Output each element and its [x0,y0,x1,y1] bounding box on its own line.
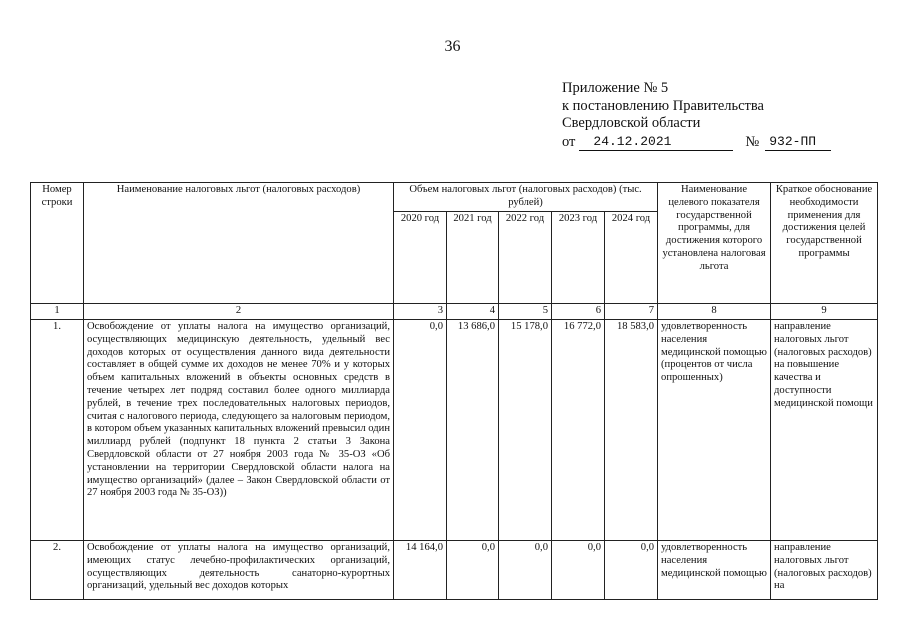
value-2024: 18 583,0 [605,320,658,541]
value-2023: 0,0 [552,541,605,600]
header-volume: Объем налоговых льгот (налоговых расходов) (тыс. рублей) [394,183,658,212]
column-index: 5 [499,304,552,320]
page-number: 36 [444,38,461,55]
header-justification: Краткое обоснование необходимости применения для достижения целей государственной программы [771,183,878,304]
value-2022: 0,0 [499,541,552,600]
appendix-date-number-line [562,133,831,152]
header-year-2020: 2020 год [394,211,447,303]
header-indicator: Наименование целевого показателя государственной программы, для достижения которого установлена налоговая льгота [658,183,771,304]
appendix-title: Приложение № 5 [562,80,669,96]
benefit-name: Освобождение от уплаты налога на имущество организаций, осуществляющих медицинскую деятельность, удельный вес доходов которых от осуществления данного вида деятельности составляет в общей сумме их доходов не менее 70% и у которых объем капитальных вложений в объекты основных средств в течение четырех лет подряд составил более одного миллиарда рублей, в течение трех последовательных налоговых периодов, считая с налогового периода, следующего за налоговым периодом, в котором объем указанных капитальных вложений превысил один миллиард рублей (подпункт 18 пункта 2 статьи 3 Закона Свердловской области от 27 ноября 2003 года № 35-ОЗ «Об установлении на территории Свердловской области налога на имущество организаций» (далее – Закон Свердловской области от 27 ноября 2003 года № 35-ОЗ)) [84,320,394,541]
appendix-line-region: Свердловской области [562,115,701,131]
column-index: 7 [605,304,658,320]
column-index: 3 [394,304,447,320]
table-row [31,320,878,541]
value-2020: 14 164,0 [394,541,447,600]
value-2021: 0,0 [447,541,499,600]
column-index: 6 [552,304,605,320]
column-index: 2 [84,304,394,320]
header-row-top [31,183,878,212]
column-index: 1 [31,304,84,320]
from-label: от [562,133,576,150]
target-indicator: удовлетворенность населения медицинской помощью [658,541,771,600]
row-number: 1. [31,320,84,541]
value-2022: 15 178,0 [499,320,552,541]
header-row-number: Номер строки [31,183,84,304]
value-2023: 16 772,0 [552,320,605,541]
header-year-2022: 2022 год [499,211,552,303]
header-year-2024: 2024 год [605,211,658,303]
number-label: № [745,133,760,150]
justification: направление налоговых льгот (налоговых расходов) на [771,541,878,600]
header-year-2021: 2021 год [447,211,499,303]
justification: направление налоговых льгот (налоговых расходов) на повышение качества и доступности медицинской помощи [771,320,878,541]
value-2021: 13 686,0 [447,320,499,541]
resolution-date: 24.12.2021 [579,133,733,152]
column-index-row [31,304,878,320]
resolution-number: 932-ПП [765,133,831,152]
row-number: 2. [31,541,84,600]
tax-benefits-table [30,182,878,600]
benefit-name: Освобождение от уплаты налога на имущество организаций, имеющих статус лечебно-профилактических организаций, осуществляющих деятельность санаторно-курортных организаций, удельный вес доходов которых [84,541,394,600]
column-index: 4 [447,304,499,320]
column-index: 9 [771,304,878,320]
value-2020: 0,0 [394,320,447,541]
header-name: Наименование налоговых льгот (налоговых расходов) [84,183,394,304]
appendix-line-resolution: к постановлению Правительства [562,97,764,114]
appendix-block [562,80,831,151]
value-2024: 0,0 [605,541,658,600]
column-index: 8 [658,304,771,320]
target-indicator: удовлетворенность населения медицинской помощью (процентов от числа опрошенных) [658,320,771,541]
table-row [31,541,878,600]
header-year-2023: 2023 год [552,211,605,303]
